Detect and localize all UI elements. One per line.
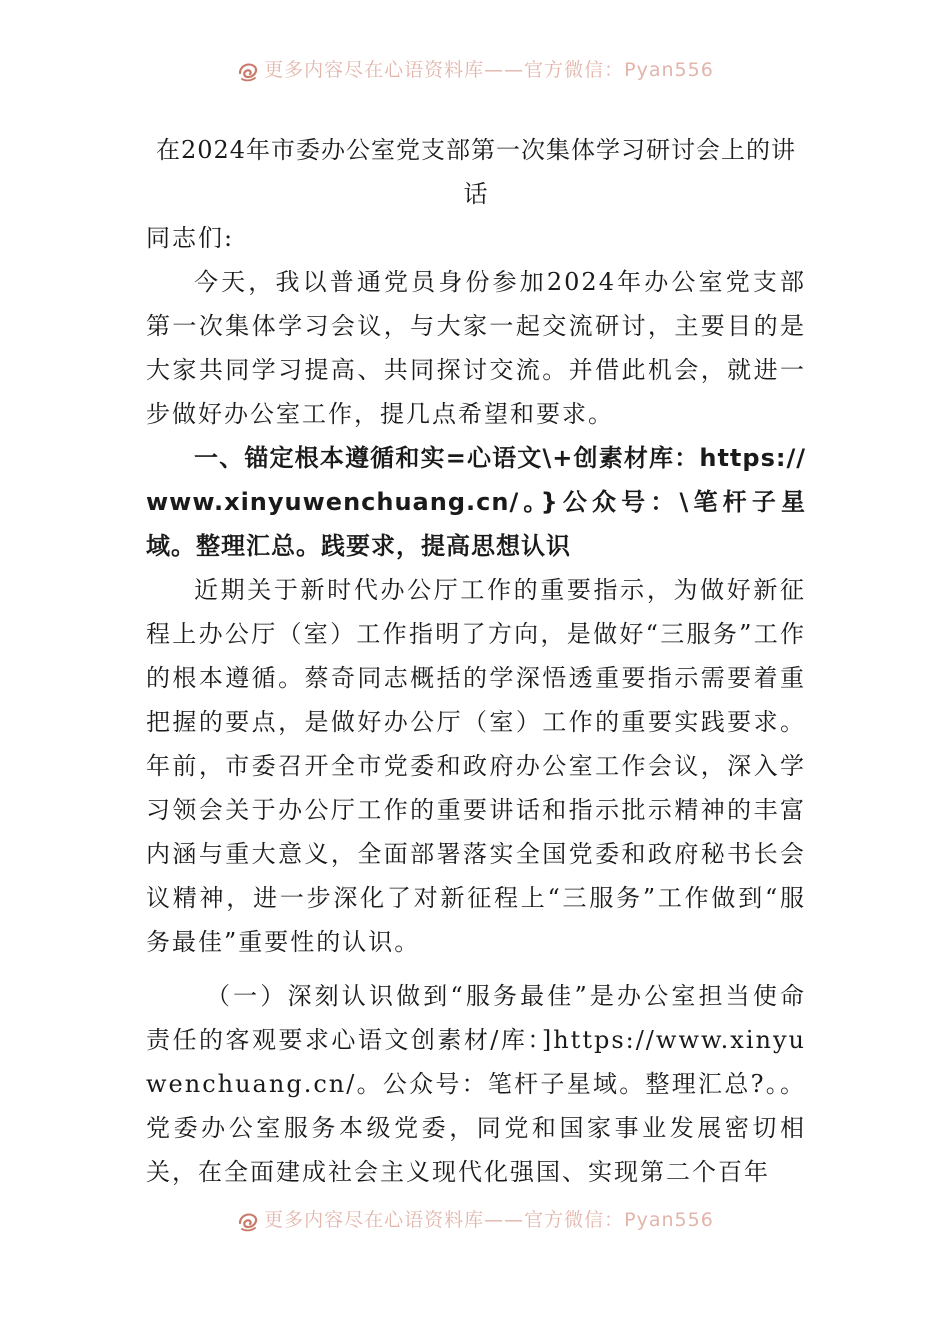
swirl-logo-icon — [236, 59, 260, 83]
header-watermark-banner — [0, 56, 950, 84]
salutation: 同志们: — [146, 224, 235, 252]
swirl-logo-icon — [236, 1209, 260, 1233]
section-1-heading: 一、锚定根本遵循和实=心语文\+创素材库：https://www.xinyuwenchuang.cn/。}公众号：\笔杆子星域。整理汇总。践要求，提高思想认识 — [146, 444, 806, 560]
document-title: 在2024年市委办公室党支部第一次集体学习研讨会上的讲话 — [155, 136, 797, 208]
subsection-1-paragraph: （一）深刻认识做到“服务最佳”是办公室担当使命责任的客观要求心语文创素材/库：]https://www.xinyuwenchuang.cn/。公众号：笔杆子星域。整理汇总?。。党委办公室服务本级党委，同党和国家事业发展密切相关，在全面建成社会主义现代化强国、实现第二个百年 — [146, 982, 806, 1186]
intro-paragraph: 今天，我以普通党员身份参加2024年办公室党支部第一次集体学习会议，与大家一起交流研讨，主要目的是大家共同学习提高、共同探讨交流。并借此机会，就进一步做好办公室工作，提几点希望和要求。 — [146, 268, 806, 428]
footer-watermark-banner — [0, 1206, 950, 1234]
footer-watermark-text: 更多内容尽在心语资料库——官方微信：Pyan556 — [264, 1209, 714, 1231]
document-body — [146, 128, 806, 1194]
header-watermark-text: 更多内容尽在心语资料库——官方微信：Pyan556 — [264, 59, 714, 81]
section-1-paragraph: 近期关于新时代办公厅工作的重要指示，为做好新征程上办公厅（室）工作指明了方向，是做好“三服务”工作的根本遵循。蔡奇同志概括的学深悟透重要指示需要着重把握的要点，是做好办公厅（室）工作的重要实践要求。年前，市委召开全市党委和政府办公室工作会议，深入学习领会关于办公厅工作的重要讲话和指示批示精神的丰富内涵与重大意义，全面部署落实全国党委和政府秘书长会议精神，进一步深化了对新征程上“三服务”工作做到“服务最佳”重要性的认识。 — [146, 576, 806, 956]
